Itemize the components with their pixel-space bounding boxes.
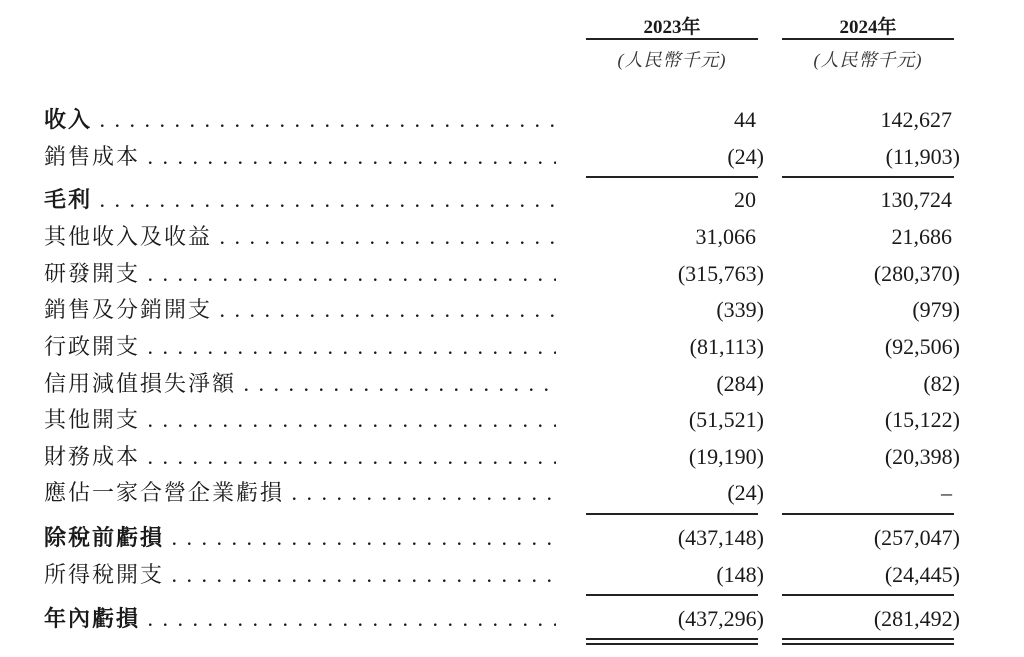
- header-underline-2024: [782, 38, 954, 40]
- table-row: [0, 329, 1024, 365]
- total-double-rule-upper: [782, 638, 954, 640]
- value-2024: (11,903): [885, 144, 960, 169]
- value-2023: (51,521): [688, 407, 764, 432]
- table-row: [0, 439, 1024, 475]
- row-label: 其他開支 . . .: [44, 402, 556, 438]
- value-2023: (24): [727, 480, 764, 505]
- row-label: 應佔一家合營企業虧損 . . .: [44, 475, 556, 511]
- value-2023: (148): [716, 562, 764, 587]
- value-2024: 142,627: [880, 107, 952, 132]
- unit-2023-label: (人民幣千元): [617, 50, 727, 70]
- value-2023: 20: [734, 187, 756, 212]
- table-row: [0, 601, 1024, 637]
- total-double-rule-lower: [782, 643, 954, 645]
- table-row: [0, 366, 1024, 402]
- value-2024: (281,492): [873, 606, 960, 631]
- table-row: [0, 475, 1024, 511]
- subtotal-rule: [782, 176, 954, 178]
- value-2023: (315,763): [677, 261, 764, 286]
- value-2023: (339): [716, 297, 764, 322]
- row-label: 所得稅開支 . . .: [44, 557, 556, 593]
- total-double-rule-lower: [586, 643, 758, 645]
- value-2024: (92,506): [884, 334, 960, 359]
- row-label: 信用減值損失淨額 . . .: [44, 366, 556, 402]
- value-2024: (20,398): [884, 444, 960, 469]
- value-2024: (280,370): [873, 261, 960, 286]
- table-row: [0, 292, 1024, 328]
- value-2023: (24): [727, 144, 764, 169]
- value-2023: (81,113): [689, 334, 764, 359]
- value-2024: (24,445): [884, 562, 960, 587]
- value-2023: (19,190): [688, 444, 764, 469]
- row-label: 年內虧損 . . .: [44, 601, 556, 637]
- row-label: 行政開支 . . .: [44, 329, 556, 365]
- row-label: 除稅前虧損 . . .: [44, 520, 556, 556]
- table-row: [0, 402, 1024, 438]
- row-label: 財務成本 . . .: [44, 439, 556, 475]
- value-2023: (437,296): [677, 606, 764, 631]
- table-row: [0, 256, 1024, 292]
- total-double-rule-upper: [586, 638, 758, 640]
- year-2023-heading: 2023年: [643, 17, 701, 38]
- value-2024: (257,047): [873, 525, 960, 550]
- table-row: [0, 139, 1024, 175]
- subtotal-rule: [782, 594, 954, 596]
- row-label: 研發開支 . . .: [44, 256, 556, 292]
- row-label: 毛利 . . .: [44, 182, 556, 218]
- header-underline-2023: [586, 38, 758, 40]
- value-2023: 44: [734, 107, 756, 132]
- table-row: [0, 557, 1024, 593]
- row-label: 收入 . . .: [44, 102, 556, 138]
- unit-2024-label: (人民幣千元): [813, 50, 923, 70]
- row-label: 其他收入及收益 . . .: [44, 219, 556, 255]
- subtotal-rule: [782, 513, 954, 515]
- table-row: [0, 102, 1024, 138]
- table-row: [0, 182, 1024, 218]
- value-2024: –: [941, 480, 952, 505]
- value-2023: (284): [716, 371, 764, 396]
- row-label: 銷售成本 . . .: [44, 139, 556, 175]
- subtotal-rule: [586, 594, 758, 596]
- value-2024: (979): [912, 297, 960, 322]
- value-2024: (82): [923, 371, 960, 396]
- table-row: [0, 219, 1024, 255]
- table-row: [0, 520, 1024, 556]
- year-2024-heading: 2024年: [839, 17, 897, 38]
- value-2023: (437,148): [677, 525, 764, 550]
- subtotal-rule: [586, 176, 758, 178]
- value-2024: 130,724: [880, 187, 952, 212]
- value-2024: (15,122): [884, 407, 960, 432]
- value-2024: 21,686: [891, 224, 952, 249]
- value-2023: 31,066: [695, 224, 756, 249]
- row-label: 銷售及分銷開支 . . .: [44, 292, 556, 328]
- subtotal-rule: [586, 513, 758, 515]
